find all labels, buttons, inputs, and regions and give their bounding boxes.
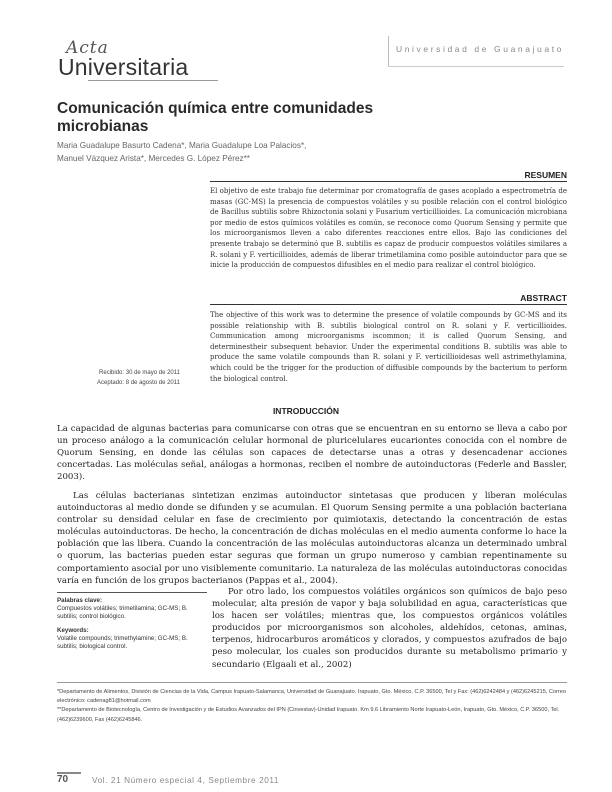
keywords-es-label: Palabras clave: [57,597,103,604]
intro-paragraph-1: La capacidad de algunas bacterias para comunicarse con otras que se encuentran en su entorno se lleva a cabo por un proceso análogo a la comunicación celular hormonal de pluricelulares eucariontes conocida con el nombre de Quorum Sensing, en donde las células son capaces de detectarse unas a otras y desencadenar acciones concertadas. Las moléculas señal, análogas a hormonas, reciben el nombre de autoinductoras (Federle and Bassler, 2003). [57,424,567,483]
page-number: 70 [57,774,69,785]
logo-universitaria-text: Universitaria [58,54,189,80]
keywords-box [57,592,207,651]
resumen-text: El objetivo de este trabajo fue determinar por cromatografía de gases acoplado a espectrometría de masas (GC-MS) la presencia de compuestos volátiles y su posible relación con el control biológico de Bacillus subtilis sobre Rhizoctonia solani y Fusarium verticillioides. La comunicación microbiana por medio de estos químicos volátiles es común, se reconoce como Quorum Sensing y permite que los microorganismos lleven a cabo diferentes reacciones entre ellos. Bajo las condiciones del presente trabajo se determinó que B. subtilis es capaz de producir compuestos volátiles similares a R. solani y F. verticillioides, además de liberar trimetilamina como posible autoinductor para que se inicie la producción de compuestos difusibles en el medio para realizar el control biológico. [210,187,567,270]
authors-line-2: Manuel Vázquez Arista*, Mercedes G. López Pérez** [57,153,250,163]
volume-info: Vol. 21 Número especial 4, Septiembre 2011 [92,776,280,785]
author-list [57,140,357,165]
abstract-heading: ABSTRACT [520,293,567,303]
footnote-1: *Departamento de Alimentos, División de Ciencias de la Vida, Campus Irapuato-Salamanca, Universidad de Guanajuato. Irapuato, Gto. México, C.P. 36500, Tel y Fax: (462)6242484 y (462)6245215, Correo electrónico: cadenag81@hotmail.com [57,689,567,705]
logo-underline [88,80,218,81]
submission-dates [60,368,180,388]
authors-line-1: Maria Guadalupe Basurto Cadena*, Maria Guadalupe Loa Palacios*, [57,141,307,150]
intro-paragraph-2: Las células bacterianas sintetizan enzimas autoinductor sintetasas que producen y liberan moléculas autoinductoras al medio donde se difunden y se acumulan. El Quorum Sensing permite a una población bacteriana controlar su densidad celular en fase de crecimiento por quimiotaxis, detectando la concentración de estas moléculas autoinductoras. De hecho, la concentración de dichas moléculas en el medio aumenta conforme lo hace la población que las libera. Cuando la concentración de las moléculas autoinductoras alcanza un determinado umbral o quorum, las bacterias pueden estar seguras que forman un grupo numeroso y cambian repentinamente su comportamiento asocial por uno visiblemente comunitario. La naturaleza de las moléculas autoinductoras conocidas varía en función de los grupos bacterianos (Pappas et al., 2004). [57,491,567,586]
resumen-heading: RESUMEN [524,170,567,180]
abstract-text: The objective of this work was to determine the presence of volatile compounds by GC-MS and its possible relationship with B. subtilis biological control on R. solani y F. verticillioides. Communication among microorganisms iscommon; it is called Quorum Sensing, and determinestheir subsequent behavior. Under the experimental conditions B. subtilis was able to produce the same volatile compounds than R. solani y F. verticillioidesas well astrimethylamina, which could be the trigger for the production of diffusible compounds by the bacterium to perform the biological control. [210,311,567,383]
article-title: Comunicación química entre comunidades microbianas [57,100,374,135]
keywords-en-label: Keywords: [57,626,89,634]
abstract-rule [210,304,567,305]
introduction-heading: INTRODUCCIÓN [272,406,340,416]
university-name: Universidad de Guanajuato [395,44,564,54]
header-divider-vertical [388,36,389,66]
accepted-date: Aceptado: 8 de agosto de 2011 [97,380,180,386]
footnote-2: **Departamento de Biotecnología, Centro de Investigación y de Estudios Avanzados del IPN (Cinvestav)-Unidad Irapuato. Km 9.6 Libramiento Norte Irapuato-León, Irapuato, Gto. México, C.P. 36500, Tel. (462)6239600, Fax (462)6245846. [57,707,560,723]
intro-paragraph-3: Por otro lado, los compuestos volátiles orgánicos son químicos de bajo peso molecular, alta presión de vapor y baja solubilidad en agua, características que los hacen ser volátiles; mientras que, los compuestos orgánicos volátiles producidos por microorganismos son alcoholes, aldehídos, cetonas, aminas, terpenos, hidrocarburos aromáticos y clorados, y compuestos azufrados de bajo peso molecular, los cuales son producidos durante su metabolismo primario y secundario (Elgaali et al., 2002) [212,587,567,670]
footnotes [57,688,567,725]
received-date: Recibido: 30 de mayo de 2011 [99,370,180,376]
logo-acta-text: Acta [66,38,109,58]
header-divider-horizontal [388,66,564,67]
resumen-rule [210,181,567,182]
keywords-es-text: Compuestos volátiles; trimetilamina; GC-MS; B. subtilis; control biológico. [57,605,188,621]
footnote-rule [57,682,567,683]
keywords-en-text: Volatile compounds; trimethylamine; GC-MS; B. subtilis; biological control. [57,634,188,651]
